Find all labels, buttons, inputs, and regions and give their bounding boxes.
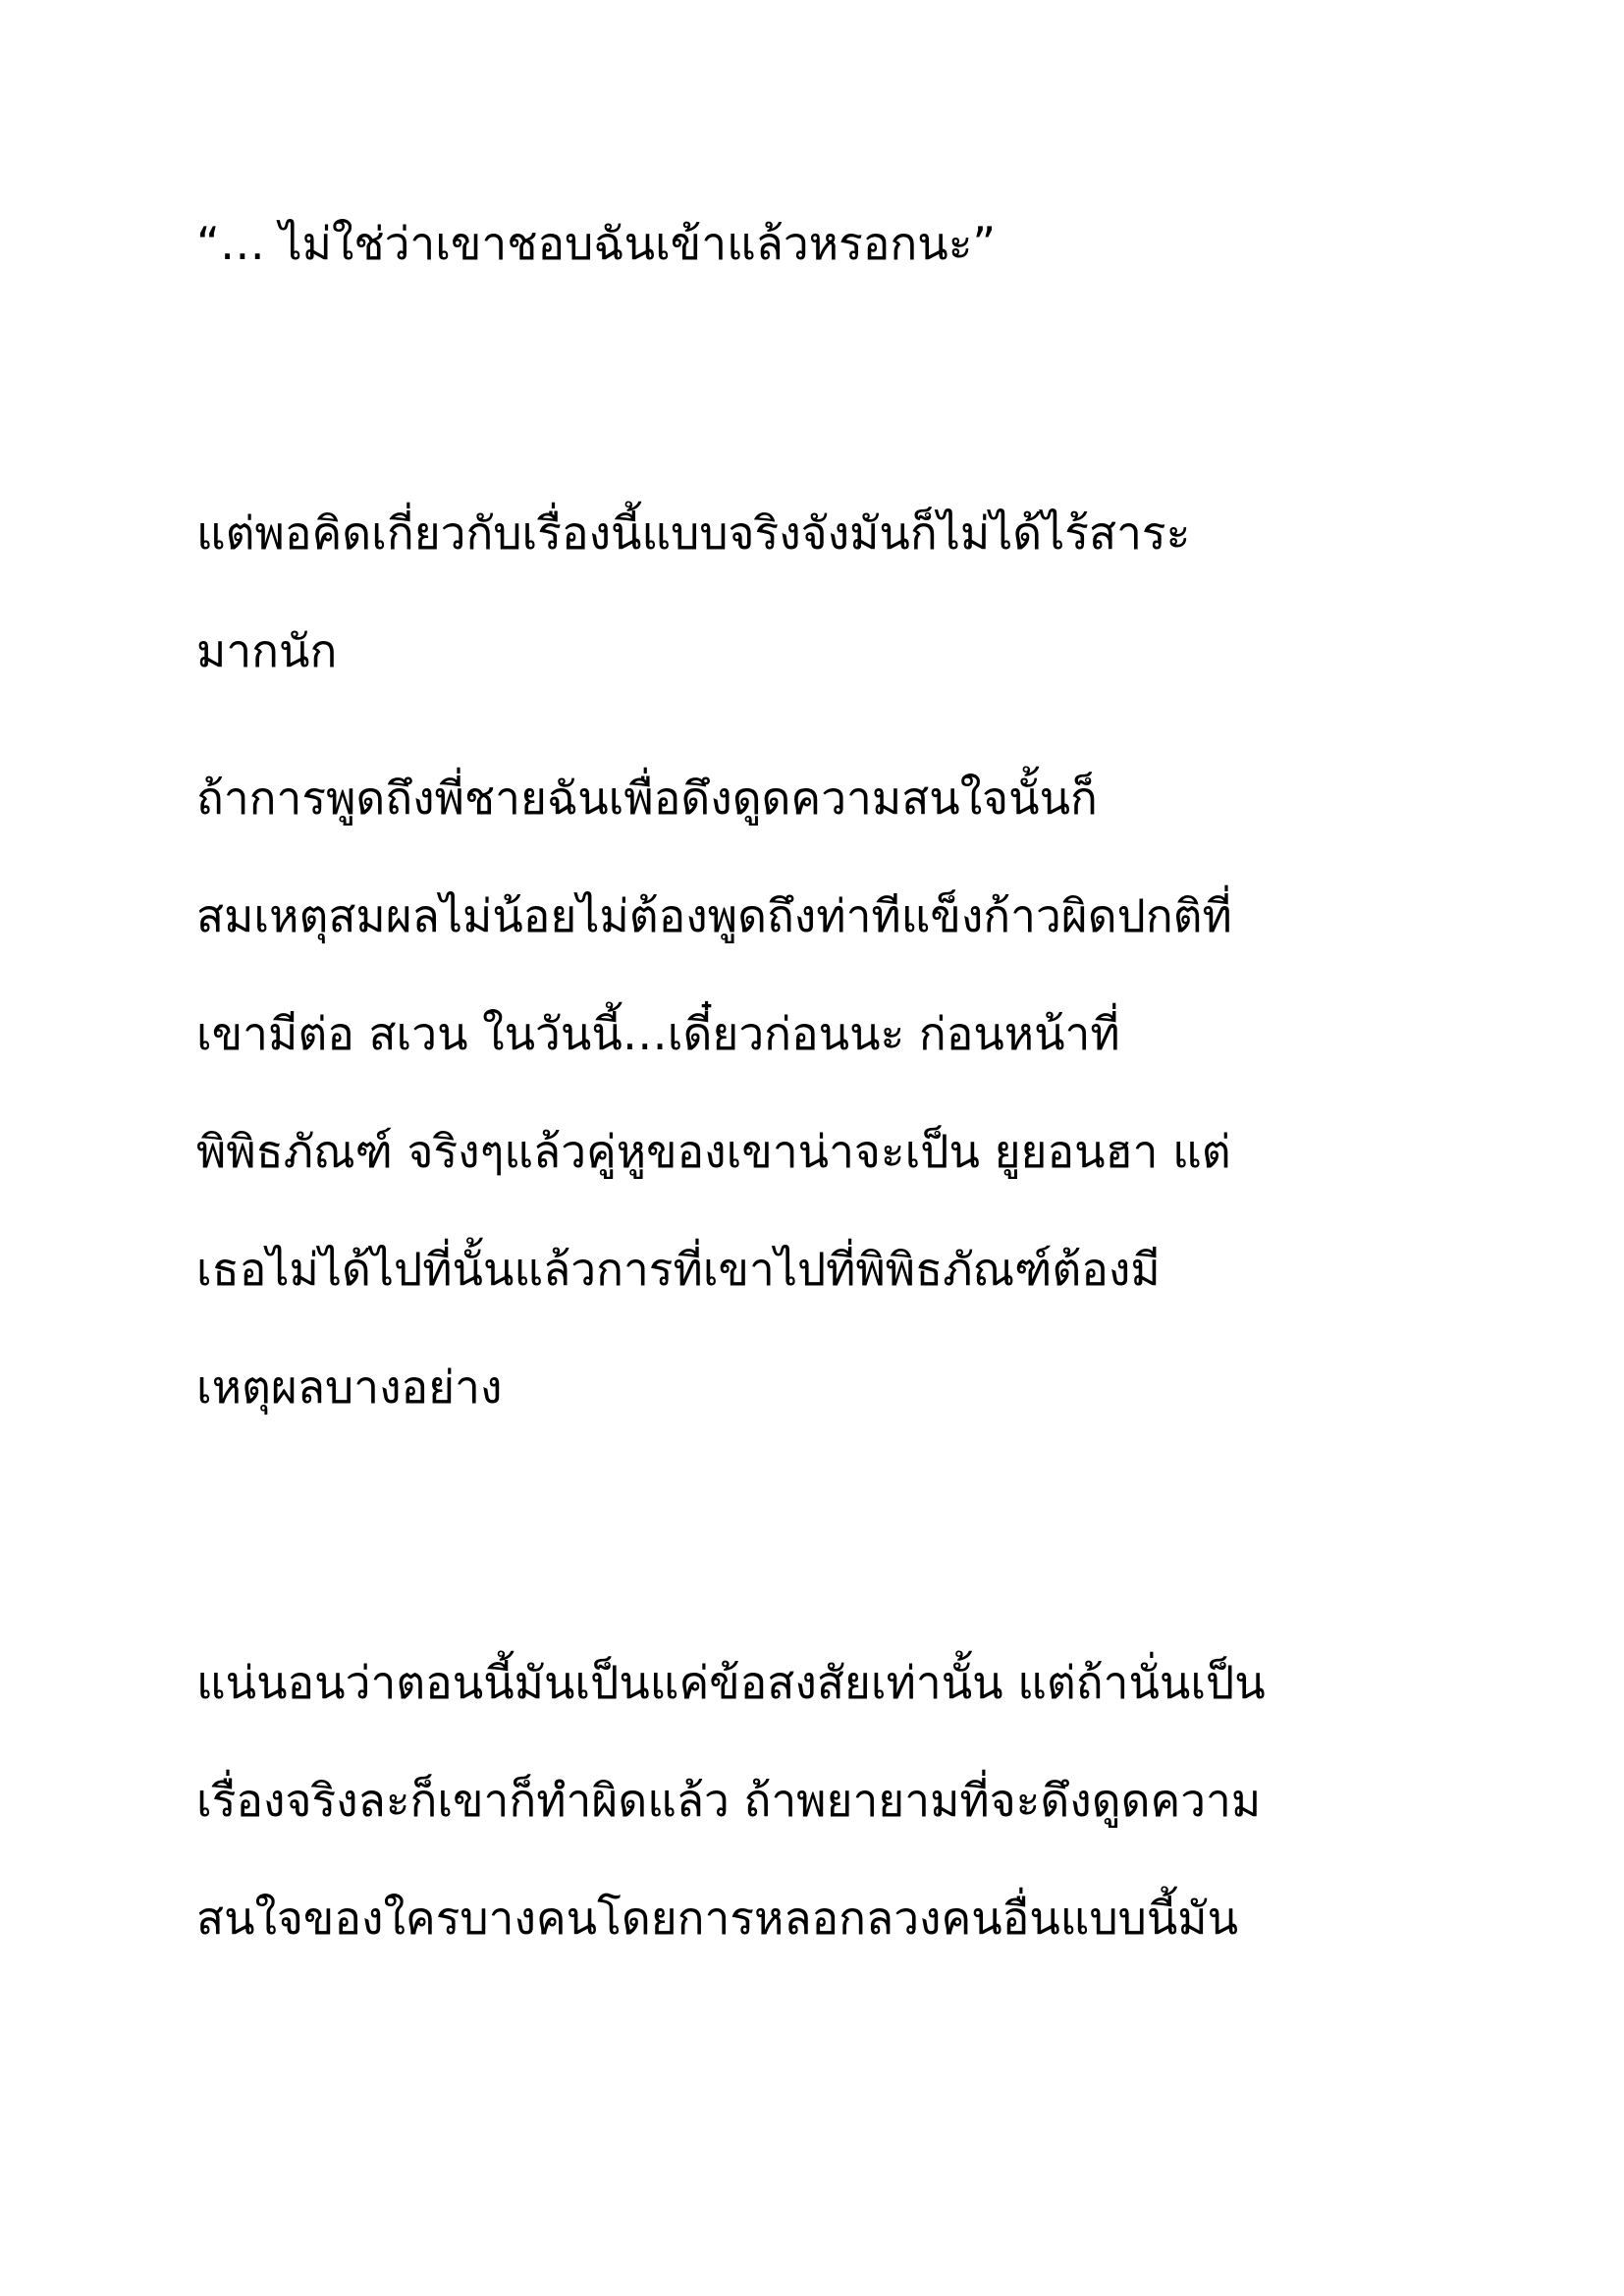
paragraph-2-line-2: สมเหตุสมผลไม่น้อยไม่ต้องพูดถึงท่าทีแข็งก้าวผิดปกติที่ [196, 889, 1232, 942]
paragraph-2-line-5: เธอไม่ได้ไปที่นั้นแล้วการที่เขาไปที่พิพิธภัณฑ์ต้องมี [196, 1243, 1161, 1296]
paragraph-2-line-6: เหตุผลบางอย่าง [196, 1361, 503, 1414]
quote-line: “… ไม่ใช่ว่าเขาชอบฉันเข้าแล้วหรอกนะ” [196, 217, 997, 270]
paragraph-2-line-4: พิพิธภัณฑ์ จริงๆแล้วคู่หูของเขาน่าจะเป็น ยูยอนฮา แต่ [196, 1125, 1231, 1178]
paragraph-3-line-1: แน่นอนว่าตอนนี้มันเป็นแค่ข้อสงสัยเท่านั้น แต่ถ้านั่นเป็น [196, 1656, 1266, 1709]
paragraph-1-line-2: มากนัก [196, 624, 338, 677]
paragraph-3-line-2: เรื่องจริงละก็เขาก็ทำผิดแล้ว ถ้าพยายามที่จะดึงดูดความ [196, 1774, 1262, 1827]
paragraph-3-line-3: สนใจของใครบางคนโดยการหลอกลวงคนอื่นแบบนี้มัน [196, 1892, 1239, 1945]
paragraph-2-line-1: ถ้าการพูดถึงพี่ชายฉันเพื่อดึงดูดความสนใจนั้นก็ [196, 772, 1098, 825]
paragraph-1-line-1: แต่พอคิดเกี่ยวกับเรื่องนี้แบบจริงจังมันก็ไม่ได้ไร้สาระ [196, 507, 1191, 560]
paragraph-2-line-3: เขามีต่อ สเวน ในวันนี้…เดี๋ยวก่อนนะ ก่อนหน้าที่ [196, 1007, 1120, 1060]
